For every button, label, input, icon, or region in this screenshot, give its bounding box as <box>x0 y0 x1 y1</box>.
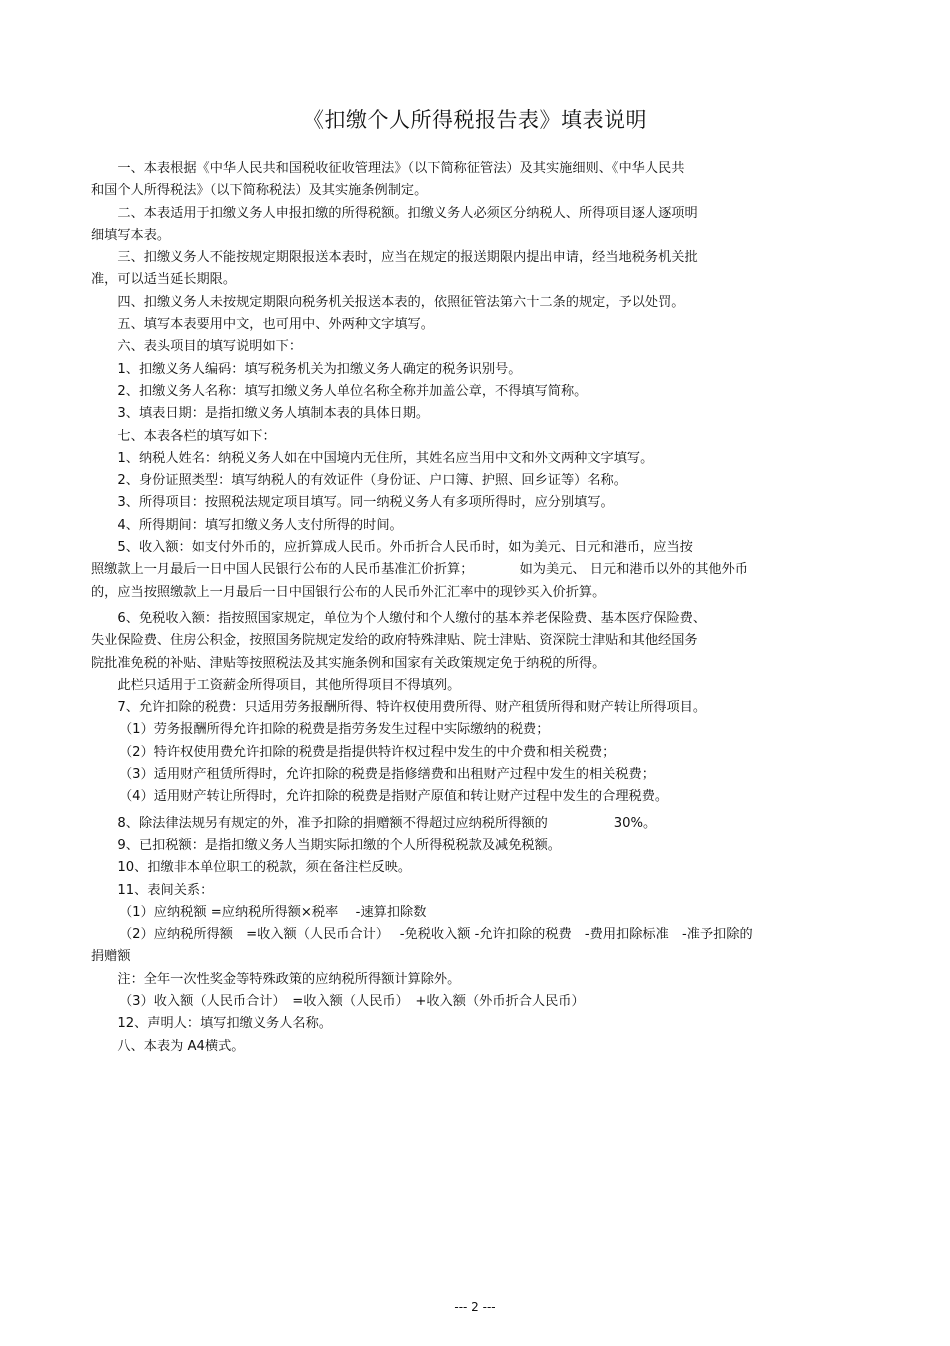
paragraph: 失业保险费、住房公积金，按照国务院规定发给的政府特殊津贴、院士津贴、资深院士津贴和其他经国务 <box>91 633 698 649</box>
paragraph: 6、免税收入额：指按照国家规定，单位为个人缴付和个人缴付的基本养老保险费、基本医疗保险费、 <box>117 610 707 626</box>
paragraph: 的，应当按照缴款上一月最后一日中国银行公布的人民币外汇汇率中的现钞买入价折算。 <box>91 584 606 600</box>
paragraph: 此栏只适用于工资薪金所得项目，其他所得项目不得填列。 <box>117 677 461 693</box>
paragraph: （2）特许权使用费允许扣除的税费是指提供特许权过程中发生的中介费和相关税费； <box>119 744 616 760</box>
paragraph: 8、除法律法规另有规定的外，准予扣除的捐赠额不得超过应纳税所得额的 30%。 <box>117 815 657 831</box>
page-title: 《扣缴个人所得税报告表》填表说明 <box>303 108 647 132</box>
paragraph: 一、本表根据《中华人民共和国税收征收管理法》（以下简称征管法）及其实施细则、《中华人民共 <box>117 161 685 176</box>
paragraph: 9、已扣税额：是指扣缴义务人当期实际扣缴的个人所得税税款及减免税额。 <box>117 837 561 853</box>
paragraph: （1）劳务报酬所得允许扣除的税费是指劳务发生过程中实际缴纳的税费； <box>119 722 550 738</box>
paragraph: （1）应纳税额 =应纳税所得额×税率 -速算扣除数 <box>119 904 427 920</box>
paragraph: 1、纳税人姓名：纳税义务人如在中国境内无住所，其姓名应当用中文和外文两种文字填写。 <box>117 450 654 466</box>
paragraph: 院批准免税的补贴、津贴等按照税法及其实施条例和国家有关政策规定免于纳税的所得。 <box>91 655 606 671</box>
paragraph: 11、表间关系： <box>117 882 214 898</box>
paragraph: 7、允许扣除的税费：只适用劳务报酬所得、特许权使用费所得、财产租赁所得和财产转让所得项目。 <box>117 700 707 716</box>
paragraph: 3、填表日期：是指扣缴义务人填制本表的具体日期。 <box>117 406 430 422</box>
paragraph: 捐赠额 <box>91 949 131 965</box>
document-body <box>91 158 861 1058</box>
paragraph: 10、扣缴非本单位职工的税款，须在备注栏反映。 <box>117 860 412 876</box>
page-number: --- 2 --- <box>454 1300 496 1314</box>
paragraph: 3、所得项目：按照税法规定项目填写。同一纳税义务人有多项所得时，应分别填写。 <box>117 495 614 511</box>
paragraph: 五、填写本表要用中文，也可用中、外两种文字填写。 <box>117 317 434 333</box>
paragraph: （3）适用财产租赁所得时，允许扣除的税费是指修缮费和出租财产过程中发生的相关税费； <box>119 767 655 783</box>
paragraph: 准，可以适当延长期限。 <box>91 272 237 288</box>
paragraph: 六、表头项目的填写说明如下： <box>117 339 303 355</box>
paragraph: 2、扣缴义务人名称：填写扣缴义务人单位名称全称并加盖公章，不得填写简称。 <box>117 383 588 399</box>
paragraph: 5、收入额：如支付外币的，应折算成人民币。外币折合人民币时，如为美元、日元和港币，应当按 <box>117 540 693 556</box>
paragraph: 二、本表适用于扣缴义务人申报扣缴的所得税额。扣缴义务人必须区分纳税人、所得项目逐人逐项明 <box>117 205 698 221</box>
paragraph: 注：全年一次性奖金等特殊政策的应纳税所得额计算除外。 <box>117 971 461 987</box>
paragraph: 三、扣缴义务人不能按规定期限报送本表时，应当在规定的报送期限内提出申请，经当地税务机关批 <box>117 250 698 266</box>
paragraph: （4）适用财产转让所得时，允许扣除的税费是指财产原值和转让财产过程中发生的合理税费。 <box>119 789 669 805</box>
paragraph: （2）应纳税所得额 =收入额（人民币合计） -免税收入额 -允许扣除的税费 -费用扣除标准 -准予扣除的 <box>119 927 753 943</box>
paragraph: 细填写本表。 <box>91 227 171 243</box>
paragraph: 4、所得期间：填写扣缴义务人支付所得的时间。 <box>117 517 403 533</box>
paragraph: 2、身份证照类型：填写纳税人的有效证件（身份证、户口簿、护照、回乡证等）名称。 <box>117 473 627 489</box>
paragraph: 12、声明人：填写扣缴义务人名称。 <box>117 1016 332 1032</box>
paragraph: 照缴款上一月最后一日中国人民银行公布的人民币基准汇价折算； 如为美元、 日元和港币以外的其他外币 <box>91 562 748 578</box>
paragraph: 七、本表各栏的填写如下： <box>117 428 276 444</box>
paragraph: （3）收入额（人民币合计） =收入额（人民币） +收入额（外币折合人民币） <box>119 993 585 1009</box>
paragraph: 1、扣缴义务人编码：填写税务机关为扣缴义务人确定的税务识别号。 <box>117 361 522 377</box>
paragraph: 八、本表为 A4横式。 <box>117 1038 245 1054</box>
paragraph: 四、扣缴义务人未按规定期限向税务机关报送本表的，依照征管法第六十二条的规定，予以处罚。 <box>117 294 685 310</box>
paragraph: 和国个人所得税法》（以下简称税法）及其实施条例制定。 <box>91 183 428 199</box>
